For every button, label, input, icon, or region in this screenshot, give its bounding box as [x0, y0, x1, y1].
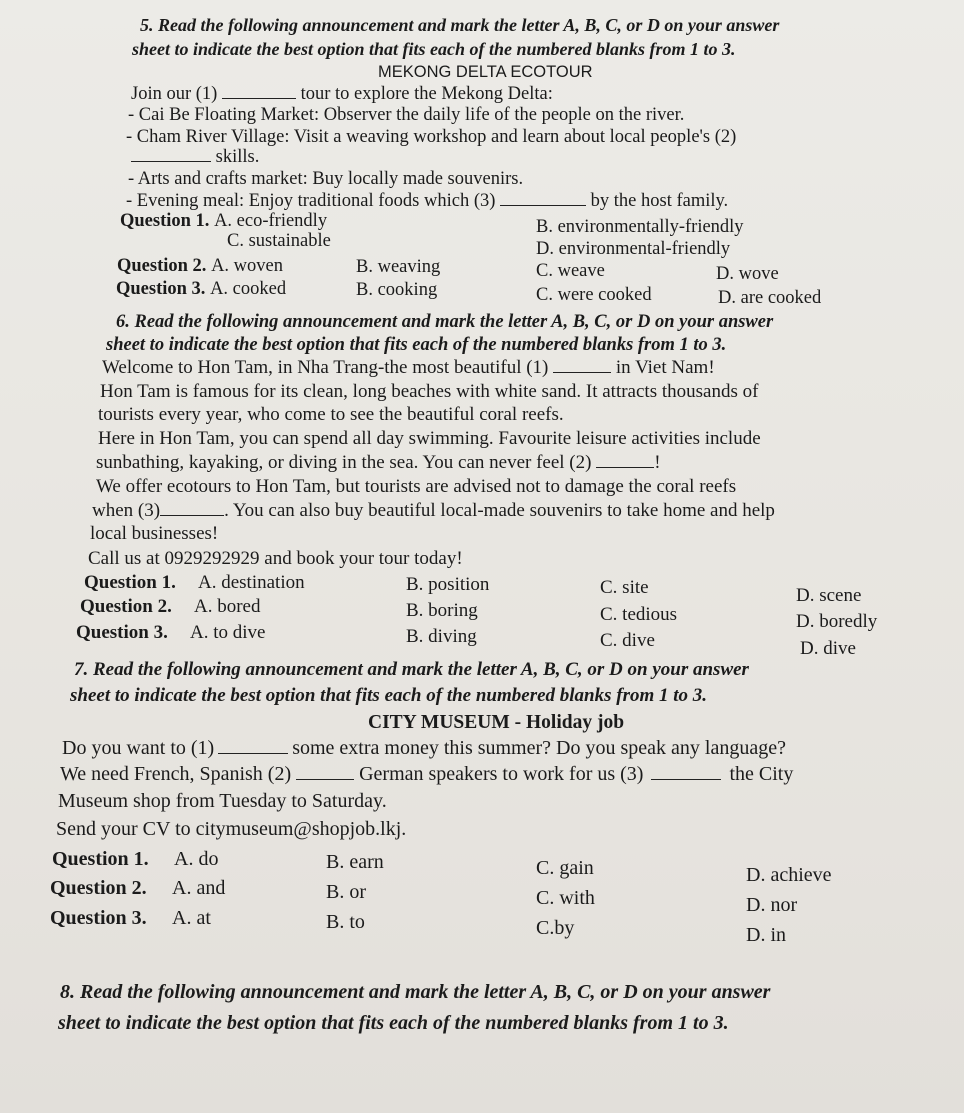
s6-q3-c[interactable]: C. dive: [600, 630, 655, 651]
s7-line-4: Send your CV to citymuseum@shopjob.lkj.: [56, 818, 407, 840]
s6-line-5: [96, 452, 661, 474]
s6-line-3: tourists every year, who come to see the beautiful coral reefs.: [98, 404, 564, 425]
s5-line-1b: tour to explore the Mekong Delta:: [300, 84, 553, 104]
s5-line-4: [131, 146, 259, 168]
s6-q2-c[interactable]: C. tedious: [600, 604, 678, 625]
s7-q2-a[interactable]: A. and: [172, 877, 226, 899]
s7-q2-b[interactable]: B. or: [326, 881, 366, 903]
s5-line-6: [126, 190, 728, 212]
s5-q3-b[interactable]: B. cooking: [356, 280, 438, 300]
s5-q3-c[interactable]: C. were cooked: [536, 285, 652, 305]
s6-line-8: local businesses!: [90, 523, 219, 544]
s5-line-6a: - Evening meal: Enjoy traditional foods which (3): [126, 191, 496, 211]
s6-line-4: Here in Hon Tam, you can spend all day swimming. Favourite leisure activities include: [98, 428, 761, 449]
s7-line-1a: Do you want to (1): [62, 737, 215, 759]
s6-q2-a[interactable]: A. bored: [194, 596, 261, 617]
s5-q1-a-label: Question 1.: [120, 211, 215, 231]
s6-line-5a: sunbathing, kayaking, or diving in the sea. You can never feel (2): [96, 452, 592, 473]
s7-q3-b[interactable]: B. to: [326, 911, 365, 933]
s5-q1-d[interactable]: D. environmental-friendly: [536, 239, 731, 259]
s6-line-1b: in Viet Nam!: [615, 357, 715, 378]
s5-q1-a-text: A. eco-friendly: [214, 211, 328, 231]
s5-q2-a-label: Question 2.: [117, 256, 212, 276]
s5-line-3: - Cham River Village: Visit a weaving workshop and learn about local people's (2): [126, 127, 737, 147]
s5-q3-a[interactable]: [116, 278, 286, 300]
s8-instruction-line-1: 8. Read the following announcement and mark the letter A, B, C, or D on your answer: [60, 981, 771, 1003]
s6-instruction-line-2: sheet to indicate the best option that fits each of the numbered blanks from 1 to 3.: [106, 335, 727, 355]
s5-instruction-line-2: sheet to indicate the best option that fits each of the numbered blanks from 1 to 3.: [132, 39, 736, 59]
s7-q1-a[interactable]: A. do: [174, 848, 219, 870]
s6-blank-3: [160, 501, 224, 516]
s6-line-1: [102, 357, 715, 379]
s6-q1-label: Question 1.: [84, 572, 176, 593]
s5-q2-d[interactable]: D. wove: [716, 264, 779, 284]
s6-line-1a: Welcome to Hon Tam, in Nha Trang-the most beautiful (1): [102, 357, 549, 378]
s6-line-9: Call us at 0929292929 and book your tour today!: [88, 548, 463, 569]
s6-q1-d[interactable]: D. scene: [796, 585, 862, 606]
s8-instruction-line-2: sheet to indicate the best option that fits each of the numbered blanks from 1 to 3.: [58, 1012, 729, 1034]
s7-line-2b: German speakers to work for us (3): [359, 763, 644, 785]
s5-line-1: [131, 83, 553, 105]
s5-q3-a-text: A. cooked: [210, 279, 287, 299]
s7-q1-c[interactable]: C. gain: [536, 857, 594, 879]
s5-blank-2: [131, 147, 211, 162]
s6-q3-a[interactable]: A. to dive: [190, 622, 266, 643]
s5-line-1a: Join our (1): [131, 84, 218, 104]
s7-blank-3: [651, 765, 721, 780]
s6-line-6: We offer ecotours to Hon Tam, but tourists are advised not to damage the coral reefs: [96, 476, 737, 497]
s6-blank-1: [553, 358, 611, 373]
s6-q3-label: Question 3.: [76, 622, 168, 643]
s7-line-2c: the City: [729, 763, 794, 785]
s5-blank-3: [500, 191, 586, 206]
s6-instruction-line-1: 6. Read the following announcement and mark the letter A, B, C, or D on your answer: [116, 312, 774, 332]
s7-blank-2: [296, 765, 354, 780]
s7-blank-1: [218, 739, 288, 754]
s6-line-7b: . You can also buy beautiful local-made souvenirs to take home and help: [224, 500, 775, 521]
s7-title: CITY MUSEUM - Holiday job: [368, 712, 625, 733]
s7-q3-d[interactable]: D. in: [746, 924, 786, 946]
s6-line-7: [92, 500, 775, 522]
s7-line-2: [60, 763, 793, 785]
s5-title: MEKONG DELTA ECOTOUR: [378, 63, 593, 81]
s7-q1-b[interactable]: B. earn: [326, 851, 384, 873]
s7-q3-c[interactable]: C.by: [536, 917, 575, 939]
s6-q2-b[interactable]: B. boring: [406, 600, 478, 621]
s6-blank-2: [596, 453, 654, 468]
s5-q1-c[interactable]: C. sustainable: [227, 231, 331, 251]
s7-line-2a: We need French, Spanish (2): [60, 763, 292, 785]
s5-line-6b: by the host family.: [590, 191, 729, 211]
s5-q2-a-text: A. woven: [211, 256, 283, 276]
s5-q2-c[interactable]: C. weave: [536, 261, 605, 281]
s7-q3-a[interactable]: A. at: [172, 907, 211, 929]
s5-instruction-line-1: 5. Read the following announcement and mark the letter A, B, C, or D on your answer: [140, 15, 780, 35]
s5-line-5: - Arts and crafts market: Buy locally made souvenirs.: [128, 169, 524, 189]
s6-line-5b: !: [654, 452, 661, 473]
s7-instruction-line-2: sheet to indicate the best option that fits each of the numbered blanks from 1 to 3.: [70, 685, 708, 706]
s5-q1-b[interactable]: B. environmentally-friendly: [536, 217, 744, 237]
s6-q2-label: Question 2.: [80, 596, 172, 617]
s5-blank-1: [222, 84, 296, 99]
s7-line-1: [62, 737, 786, 759]
s7-q2-d[interactable]: D. nor: [746, 894, 798, 916]
s7-line-3: Museum shop from Tuesday to Saturday.: [58, 790, 387, 812]
s7-q2-c[interactable]: C. with: [536, 887, 595, 909]
s6-q1-c[interactable]: C. site: [600, 577, 649, 598]
s7-q1-label: Question 1.: [52, 848, 149, 870]
s6-q1-b[interactable]: B. position: [406, 574, 490, 595]
s6-line-2: Hon Tam is famous for its clean, long beaches with white sand. It attracts thousands of: [100, 381, 759, 402]
s6-line-7a: when (3): [92, 500, 161, 521]
s6-q3-b[interactable]: B. diving: [406, 626, 477, 647]
s5-q3-a-label: Question 3.: [116, 279, 211, 299]
s5-q3-d[interactable]: D. are cooked: [718, 288, 822, 308]
s6-q3-d[interactable]: D. dive: [800, 638, 856, 659]
s5-line-4-text: skills.: [215, 147, 260, 167]
s7-line-1b: some extra money this summer? Do you speak any language?: [292, 737, 786, 759]
s7-instruction-line-1: 7. Read the following announcement and mark the letter A, B, C, or D on your answer: [74, 659, 749, 680]
s5-q2-b[interactable]: B. weaving: [356, 257, 441, 277]
s7-q2-label: Question 2.: [50, 877, 147, 899]
s6-q1-a[interactable]: A. destination: [198, 572, 305, 593]
s7-q3-label: Question 3.: [50, 907, 147, 929]
s7-q1-d[interactable]: D. achieve: [746, 864, 832, 886]
s5-q2-a[interactable]: [117, 255, 283, 277]
s6-q2-d[interactable]: D. boredly: [796, 611, 878, 632]
s5-line-2: - Cai Be Floating Market: Observer the daily life of the people on the river.: [128, 105, 685, 125]
s5-q1-a[interactable]: [120, 210, 327, 232]
